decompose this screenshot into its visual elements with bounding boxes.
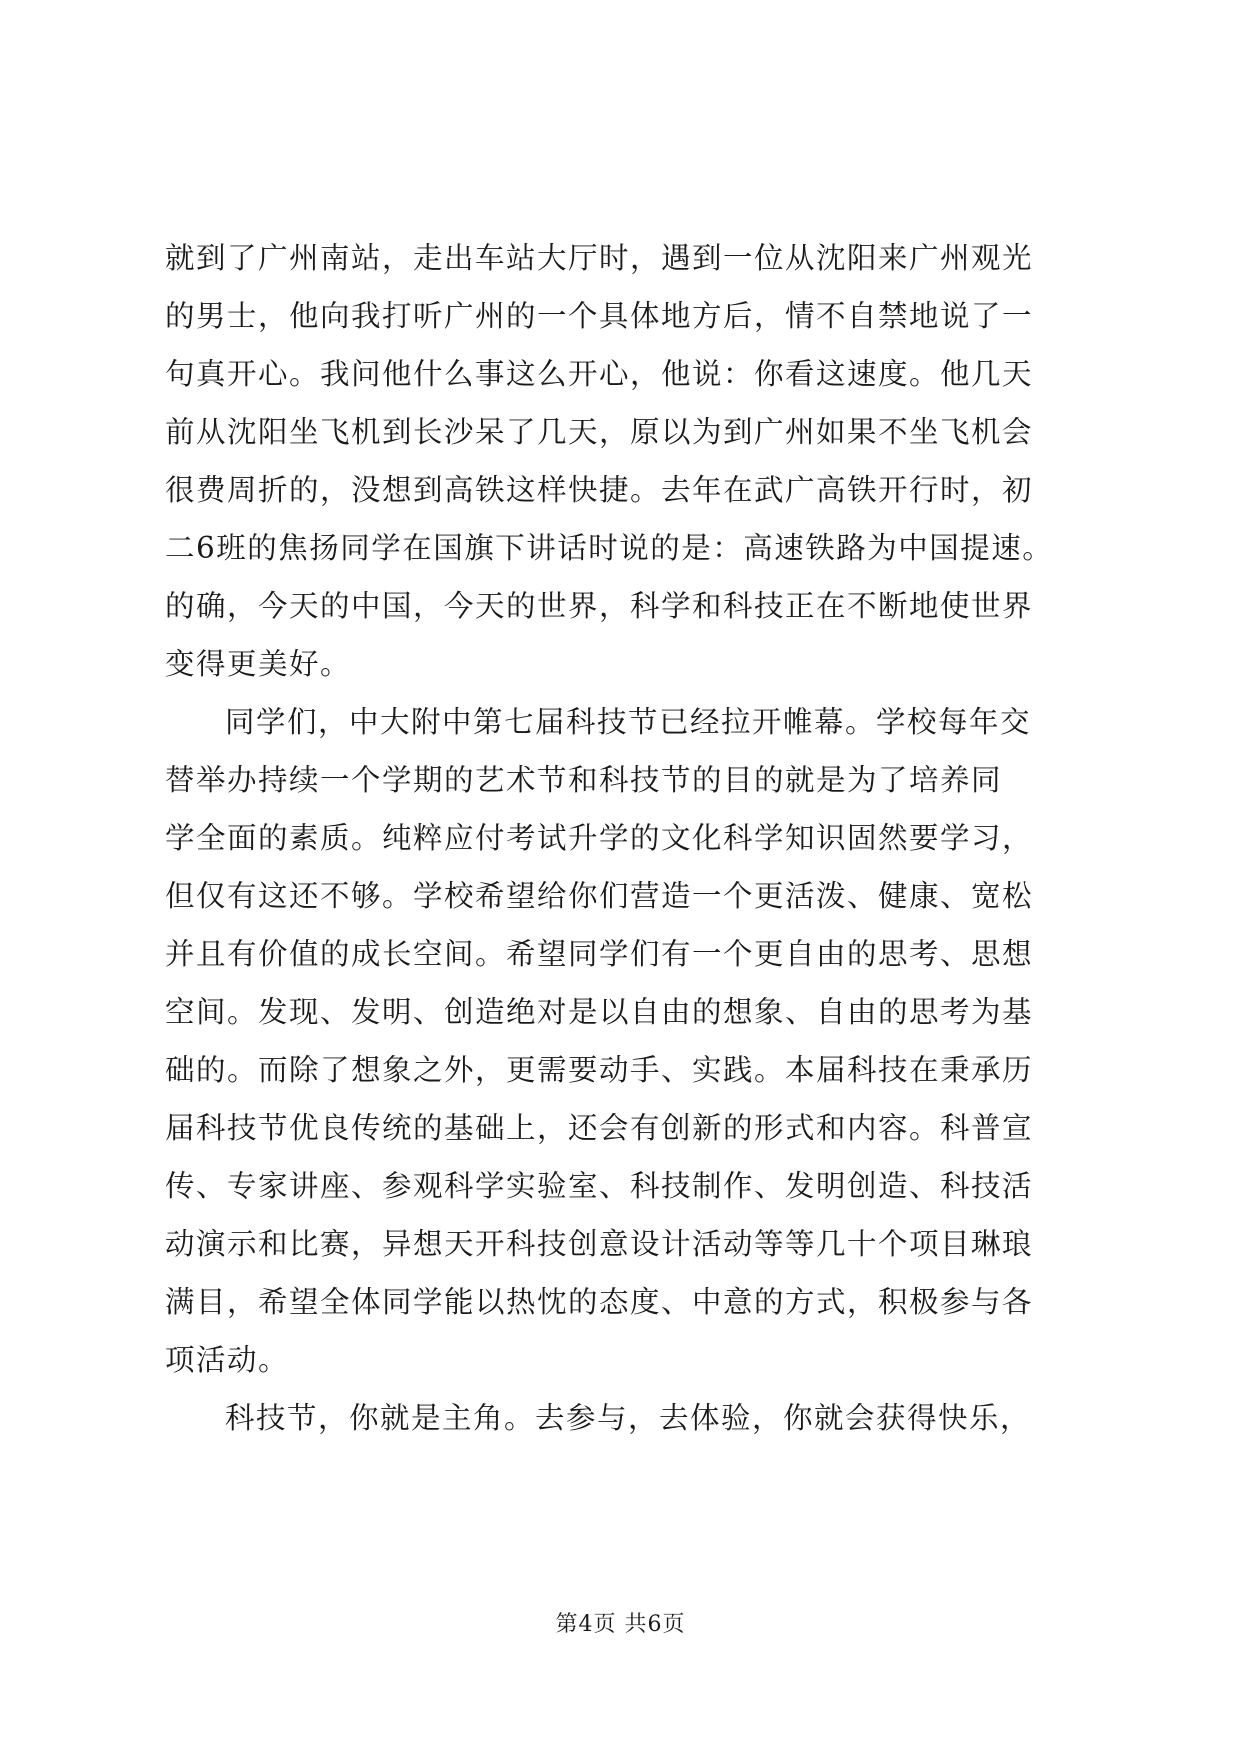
text-line: 替举办持续一个学期的艺术节和科技节的目的就是为了培养同 xyxy=(165,763,1003,797)
paragraph-start-line: 科技节，你就是主角。去参与，去体验，你就会获得快乐， xyxy=(225,1401,1032,1435)
text-line: 很费周折的，没想到高铁这样快捷。去年在武广高铁开行时，初 xyxy=(165,473,1034,507)
text-line: 句真开心。我问他什么事这么开心，他说：你看这速度。他几天 xyxy=(165,357,1034,391)
text-line: 空间。发现、发明、创造绝对是以自由的想象、自由的思考为基 xyxy=(165,995,1034,1029)
text-line: 就到了广州南站，走出车站大厅时，遇到一位从沈阳来广州观光 xyxy=(165,241,1034,275)
text-line: 届科技节优良传统的基础上，还会有创新的形式和内容。科普宣 xyxy=(165,1111,1034,1145)
text-line: 的确，今天的中国，今天的世界，科学和科技正在不断地使世界 xyxy=(165,589,1034,623)
text-line: 前从沈阳坐飞机到长沙呆了几天，原以为到广州如果不坐飞机会 xyxy=(165,415,1034,449)
page-number-footer: 第4页 共6页 xyxy=(555,1612,686,1637)
text-line: 动演示和比赛，异想天开科技创意设计活动等等几十个项目琳琅 xyxy=(165,1227,1034,1261)
text-line: 学全面的素质。纯粹应付考试升学的文化科学知识固然要学习， xyxy=(165,821,1034,855)
text-line: 满目，希望全体同学能以热忱的态度、中意的方式，积极参与各 xyxy=(165,1285,1034,1319)
text-line: 二6班的焦扬同学在国旗下讲话时说的是：高速铁路为中国提速。 xyxy=(165,531,1054,565)
text-line: 的男士，他向我打听广州的一个具体地方后，情不自禁地说了一 xyxy=(165,299,1034,333)
text-line: 并且有价值的成长空间。希望同学们有一个更自由的思考、思想 xyxy=(165,937,1034,971)
text-line: 项活动。 xyxy=(165,1343,290,1377)
body-text xyxy=(165,229,1085,1447)
text-line: 础的。而除了想象之外，更需要动手、实践。本届科技在秉承历 xyxy=(165,1053,1034,1087)
paragraph-start-line: 同学们，中大附中第七届科技节已经拉开帷幕。学校每年交 xyxy=(225,705,1032,739)
text-line: 变得更美好。 xyxy=(165,647,352,681)
text-line: 传、专家讲座、参观科学实验室、科技制作、发明创造、科技活 xyxy=(165,1169,1034,1203)
text-line: 但仅有这还不够。学校希望给你们营造一个更活泼、健康、宽松 xyxy=(165,879,1034,913)
